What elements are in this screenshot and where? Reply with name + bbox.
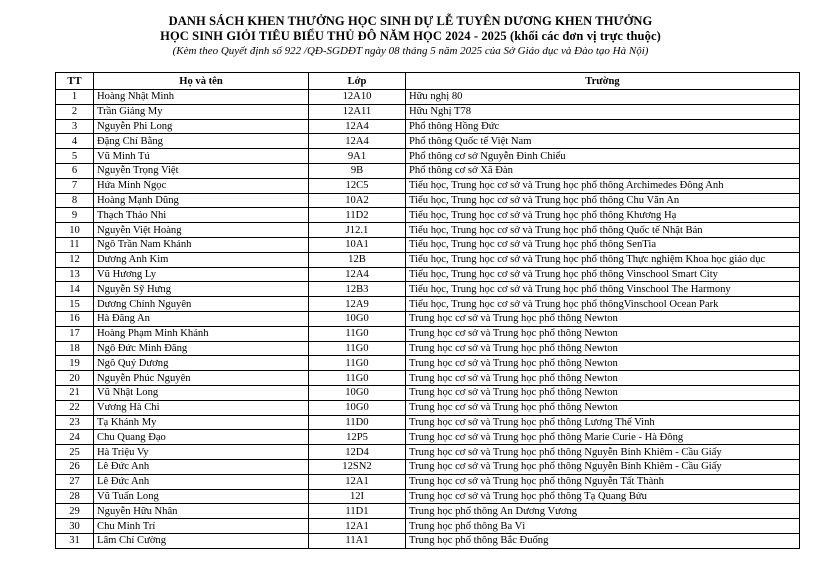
cell-name: Vũ Tuấn Long (94, 489, 309, 504)
table-row (56, 489, 800, 504)
cell-tt: 28 (56, 489, 94, 504)
cell-name: Chu Minh Trí (94, 519, 309, 534)
cell-class: 11G0 (309, 356, 406, 371)
table-row (56, 415, 800, 430)
table-row (56, 267, 800, 282)
cell-class: 12A1 (309, 519, 406, 534)
cell-tt: 1 (56, 90, 94, 105)
table-row (56, 163, 800, 178)
cell-tt: 7 (56, 178, 94, 193)
cell-class: 10A1 (309, 237, 406, 252)
cell-name: Hoàng Mạnh Dũng (94, 193, 309, 208)
cell-class: 11D0 (309, 415, 406, 430)
cell-school: Tiểu học, Trung học cơ sở và Trung học phổ thôngVinschool Ocean Park (406, 297, 800, 312)
cell-tt: 6 (56, 163, 94, 178)
cell-name: Thạch Thảo Nhi (94, 208, 309, 223)
table-row (56, 208, 800, 223)
cell-tt: 15 (56, 297, 94, 312)
table-row (56, 459, 800, 474)
table-row (56, 237, 800, 252)
cell-tt: 24 (56, 430, 94, 445)
cell-school: Phổ thông cơ sở Xã Đàn (406, 163, 800, 178)
cell-name: Nguyễn Hữu Nhân (94, 504, 309, 519)
cell-school: Trung học cơ sở và Trung học phổ thông Newton (406, 400, 800, 415)
cell-class: 12A10 (309, 90, 406, 105)
cell-name: Hà Đăng An (94, 311, 309, 326)
cell-school: Trung học cơ sở và Trung học phổ thông Newton (406, 371, 800, 386)
cell-class: 12P5 (309, 430, 406, 445)
cell-class: 12SN2 (309, 459, 406, 474)
table-header-row (56, 73, 800, 90)
cell-school: Hữu Nghị T78 (406, 104, 800, 119)
table-row (56, 356, 800, 371)
cell-tt: 11 (56, 237, 94, 252)
table-row (56, 178, 800, 193)
column-header-class: Lớp (309, 73, 406, 90)
cell-school: Trung học cơ sở và Trung học phổ thông Newton (406, 311, 800, 326)
table-row (56, 104, 800, 119)
cell-class: 12A4 (309, 267, 406, 282)
cell-tt: 23 (56, 415, 94, 430)
column-header-school: Trường (406, 73, 800, 90)
cell-name: Đặng Chí Bằng (94, 134, 309, 149)
cell-school: Trung học cơ sở và Trung học phổ thông Marie Curie - Hà Đông (406, 430, 800, 445)
cell-class: 12B (309, 252, 406, 267)
cell-class: 12I (309, 489, 406, 504)
cell-name: Chu Quang Đạo (94, 430, 309, 445)
cell-school: Tiểu học, Trung học cơ sở và Trung học phổ thông Archimedes Đông Anh (406, 178, 800, 193)
cell-tt: 5 (56, 149, 94, 164)
cell-name: Lâm Chí Cường (94, 533, 309, 548)
cell-tt: 14 (56, 282, 94, 297)
cell-class: 11D1 (309, 504, 406, 519)
table-row (56, 282, 800, 297)
table-row (56, 90, 800, 105)
cell-name: Nguyễn Phúc Nguyên (94, 371, 309, 386)
cell-tt: 19 (56, 356, 94, 371)
cell-tt: 27 (56, 474, 94, 489)
cell-name: Nguyễn Phi Long (94, 119, 309, 134)
cell-class: 10G0 (309, 311, 406, 326)
cell-class: 10G0 (309, 400, 406, 415)
cell-tt: 12 (56, 252, 94, 267)
cell-class: 11D2 (309, 208, 406, 223)
cell-school: Trung học cơ sở và Trung học phổ thông Nguyễn Bỉnh Khiêm - Cầu Giấy (406, 445, 800, 460)
cell-name: Nguyễn Việt Hoàng (94, 223, 309, 238)
cell-class: 12A11 (309, 104, 406, 119)
cell-tt: 22 (56, 400, 94, 415)
table-row (56, 519, 800, 534)
cell-school: Trung học cơ sở và Trung học phổ thông Newton (406, 326, 800, 341)
cell-tt: 3 (56, 119, 94, 134)
table-row (56, 533, 800, 548)
cell-class: 9A1 (309, 149, 406, 164)
cell-school: Trung học cơ sở và Trung học phổ thông Newton (406, 356, 800, 371)
cell-class: 12B3 (309, 282, 406, 297)
cell-tt: 13 (56, 267, 94, 282)
cell-school: Trung học phổ thông An Dương Vương (406, 504, 800, 519)
cell-school: Trung học cơ sở và Trung học phổ thông Lương Thế Vinh (406, 415, 800, 430)
table-row (56, 400, 800, 415)
cell-name: Hà Triệu Vy (94, 445, 309, 460)
cell-school: Trung học phổ thông Ba Vì (406, 519, 800, 534)
cell-class: 12A1 (309, 474, 406, 489)
cell-tt: 8 (56, 193, 94, 208)
cell-class: 10A2 (309, 193, 406, 208)
table-row (56, 134, 800, 149)
column-header-name: Họ và tên (94, 73, 309, 90)
cell-name: Hoàng Nhật Minh (94, 90, 309, 105)
cell-name: Dương Chính Nguyên (94, 297, 309, 312)
cell-school: Phổ thông cơ sở Nguyễn Đình Chiểu (406, 149, 800, 164)
cell-name: Ngô Quý Dương (94, 356, 309, 371)
cell-class: 12A9 (309, 297, 406, 312)
document-header (0, 0, 821, 58)
table-row (56, 326, 800, 341)
cell-tt: 20 (56, 371, 94, 386)
cell-tt: 10 (56, 223, 94, 238)
cell-class: 11G0 (309, 326, 406, 341)
cell-class: 11A1 (309, 533, 406, 548)
cell-tt: 29 (56, 504, 94, 519)
cell-name: Hoàng Phạm Minh Khánh (94, 326, 309, 341)
cell-school: Phổ thông Hồng Đức (406, 119, 800, 134)
table-row (56, 252, 800, 267)
cell-tt: 30 (56, 519, 94, 534)
cell-school: Trung học cơ sở và Trung học phổ thông Nguyễn Tất Thành (406, 474, 800, 489)
cell-class: J12.1 (309, 223, 406, 238)
cell-school: Tiểu học, Trung học cơ sở và Trung học phổ thông Khương Hạ (406, 208, 800, 223)
table-row (56, 223, 800, 238)
cell-name: Trần Giáng My (94, 104, 309, 119)
table-row (56, 119, 800, 134)
cell-school: Trung học cơ sở và Trung học phổ thông Newton (406, 341, 800, 356)
cell-class: 12D4 (309, 445, 406, 460)
cell-class: 12C5 (309, 178, 406, 193)
table-row (56, 371, 800, 386)
cell-name: Vương Hà Chi (94, 400, 309, 415)
title-line-2: HỌC SINH GIỎI TIÊU BIỂU THỦ ĐÔ NĂM HỌC 2024 - 2025 (khối các đơn vị trực thuộc) (160, 29, 661, 43)
cell-tt: 16 (56, 311, 94, 326)
cell-class: 11G0 (309, 341, 406, 356)
table-row (56, 445, 800, 460)
column-header-tt: TT (56, 73, 94, 90)
cell-tt: 21 (56, 385, 94, 400)
table-row (56, 385, 800, 400)
table-row (56, 430, 800, 445)
title-line-1: DANH SÁCH KHEN THƯỞNG HỌC SINH DỰ LỄ TUYÊN DƯƠNG KHEN THƯỞNG (168, 14, 653, 28)
table-row (56, 311, 800, 326)
cell-school: Hữu nghị 80 (406, 90, 800, 105)
cell-class: 11G0 (309, 371, 406, 386)
cell-name: Hứa Minh Ngọc (94, 178, 309, 193)
cell-name: Ngô Đức Minh Đăng (94, 341, 309, 356)
cell-school: Tiểu học, Trung học cơ sở và Trung học phổ thông Vinschool Smart City (406, 267, 800, 282)
cell-name: Nguyễn Sỹ Hưng (94, 282, 309, 297)
table-row (56, 193, 800, 208)
cell-school: Tiểu học, Trung học cơ sở và Trung học phổ thông Thực nghiệm Khoa học giáo dục (406, 252, 800, 267)
cell-name: Lê Đức Anh (94, 459, 309, 474)
cell-school: Trung học cơ sở và Trung học phổ thông Newton (406, 385, 800, 400)
cell-name: Vũ Nhật Long (94, 385, 309, 400)
table-row (56, 297, 800, 312)
cell-tt: 4 (56, 134, 94, 149)
cell-class: 12A4 (309, 134, 406, 149)
cell-school: Trung học phổ thông Bắc Đuống (406, 533, 800, 548)
cell-tt: 2 (56, 104, 94, 119)
cell-tt: 9 (56, 208, 94, 223)
table-row (56, 341, 800, 356)
cell-name: Lê Đức Anh (94, 474, 309, 489)
table-row (56, 149, 800, 164)
cell-school: Trung học cơ sở và Trung học phổ thông Tạ Quang Bửu (406, 489, 800, 504)
table-row (56, 504, 800, 519)
cell-name: Tạ Khánh My (94, 415, 309, 430)
cell-name: Vũ Hương Ly (94, 267, 309, 282)
cell-school: Tiểu học, Trung học cơ sở và Trung học phổ thông Quốc tế Nhật Bản (406, 223, 800, 238)
cell-name: Vũ Minh Tú (94, 149, 309, 164)
table-row (56, 474, 800, 489)
cell-school: Tiểu học, Trung học cơ sở và Trung học phổ thông Vinschool The Harmony (406, 282, 800, 297)
cell-name: Dương Anh Kim (94, 252, 309, 267)
cell-tt: 26 (56, 459, 94, 474)
cell-school: Trung học cơ sở và Trung học phổ thông Nguyễn Bỉnh Khiêm - Cầu Giấy (406, 459, 800, 474)
cell-tt: 17 (56, 326, 94, 341)
cell-name: Nguyễn Trọng Việt (94, 163, 309, 178)
cell-tt: 31 (56, 533, 94, 548)
subtitle: (Kèm theo Quyết định số 922 /QĐ-SGDĐT ngày 08 tháng 5 năm 2025 của Sở Giáo dục và Đào tạo Hà Nội) (172, 45, 649, 57)
cell-tt: 25 (56, 445, 94, 460)
table-body (56, 90, 800, 549)
cell-class: 10G0 (309, 385, 406, 400)
cell-school: Tiểu học, Trung học cơ sở và Trung học phổ thông SenTia (406, 237, 800, 252)
cell-class: 9B (309, 163, 406, 178)
cell-tt: 18 (56, 341, 94, 356)
cell-school: Phổ thông Quốc tế Việt Nam (406, 134, 800, 149)
cell-class: 12A4 (309, 119, 406, 134)
student-table (55, 72, 800, 549)
cell-name: Ngô Trần Nam Khánh (94, 237, 309, 252)
cell-school: Tiểu học, Trung học cơ sở và Trung học phổ thông Chu Văn An (406, 193, 800, 208)
